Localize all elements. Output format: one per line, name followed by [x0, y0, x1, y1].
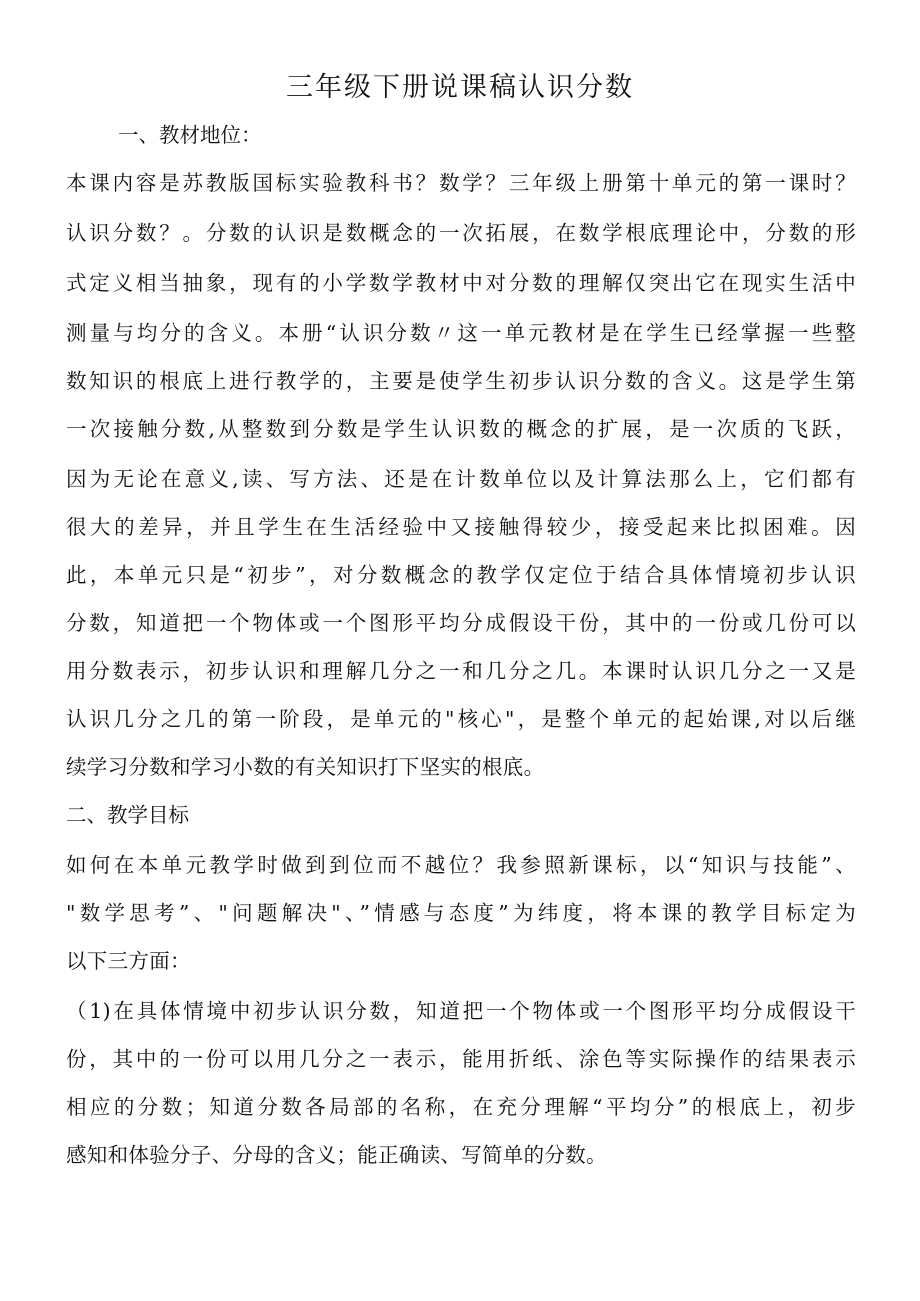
paragraph-line: "数学思考”、"问题解决"、”情感与态度”为纬度，将本课的教学目标定为 [66, 901, 856, 925]
paragraph-line: 如何在本单元教学时做到到位而不越位？我参照新课标，以“知识与技能”、 [66, 853, 856, 877]
document-title: 三年级下册说课稿认识分数 [286, 72, 634, 103]
paragraph-line: 测量与均分的含义。本册“认识分数〃这一单元教材是在学生已经掌握一些整 [66, 321, 856, 345]
paragraph-line: 很大的差异，并且学生在生活经验中又接触得较少，接受起来比拟困难。因 [66, 515, 856, 539]
goal-line: 相应的分数；知道分数各局部的名称，在充分理解“平均分”的根底上，初步 [66, 1095, 856, 1119]
paragraph-line: 续学习分数和学习小数的有关知识打下坚实的根底。 [66, 755, 545, 779]
paragraph-line: 认识几分之几的第一阶段，是单元的"核心"，是整个单元的起始课,对以后继 [66, 707, 856, 731]
paragraph-line: 因为无论在意义,读、写方法、还是在计数单位以及计算法那么上，它们都有 [66, 467, 856, 491]
paragraph-line: 数知识的根底上进行教学的，主要是使学生初步认识分数的含义。这是学生第 [66, 369, 856, 393]
paragraph-line: 以下三方面： [66, 949, 191, 973]
paragraph-line: 式定义相当抽象，现有的小学数学教材中对分数的理解仅突出它在现实生活中 [66, 271, 856, 295]
paragraph-line: 分数，知道把一个物体或一个图形平均分成假设干份，其中的一份或几份可以 [66, 611, 856, 635]
goal-line: 感知和体验分子、分母的含义；能正确读、写简单的分数。 [66, 1143, 607, 1167]
paragraph-line: 认识分数？。分数的认识是数概念的一次拓展，在数学根底理论中，分数的形 [66, 221, 856, 245]
goal-line: （1)在具体情境中初步认识分数，知道把一个物体或一个图形平均分成假设干 [66, 999, 856, 1023]
goal-line: 份，其中的一份可以用几分之一表示，能用折纸、涂色等实际操作的结果表示 [66, 1047, 856, 1071]
paragraph-line: 一次接触分数,从整数到分数是学生认识数的概念的扩展，是一次质的飞跃， [66, 417, 856, 441]
section-heading-teaching-goals: 二、教学目标 [66, 803, 189, 827]
paragraph-line: 用分数表示，初步认识和理解几分之一和几分之几。本课时认识几分之一又是 [66, 659, 856, 683]
section-heading-teaching-material-position: 一、教材地位： [118, 123, 262, 147]
paragraph-line: 此，本单元只是“初步”，对分数概念的教学仅定位于结合具体情境初步认识 [66, 563, 856, 587]
paragraph-line: 本课内容是苏教版国标实验教科书？数学？三年级上册第十单元的第一课时？ [66, 171, 856, 195]
